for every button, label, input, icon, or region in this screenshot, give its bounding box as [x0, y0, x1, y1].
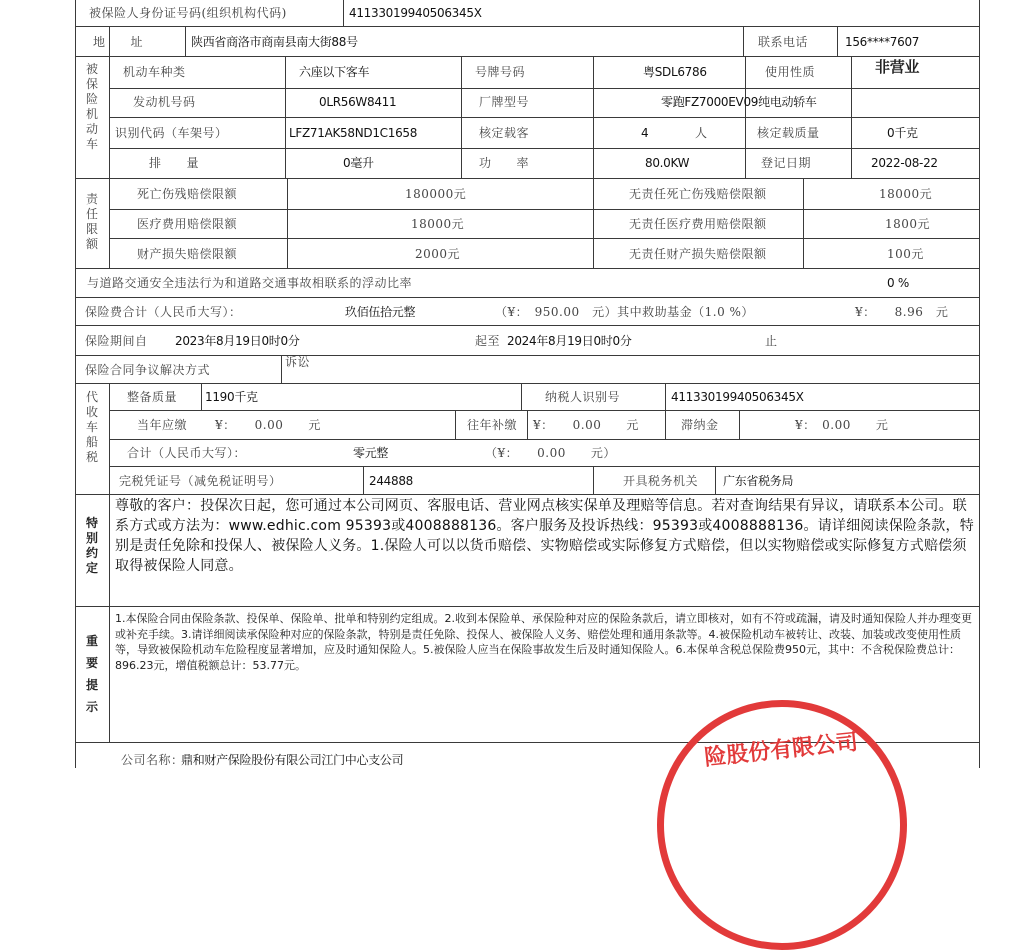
passengers-unit: 人 [695, 126, 708, 140]
col-divider [593, 466, 594, 494]
col-divider [363, 466, 364, 494]
row-divider [109, 439, 980, 440]
col-divider [201, 383, 202, 410]
col-divider [739, 410, 740, 439]
dispute-label: 保险合同争议解决方式 [85, 363, 211, 377]
death-limit-value: 180000元 [405, 187, 467, 201]
vehicle-side-label: 被保险机动车 [85, 62, 98, 151]
curb-weight-label: 整备质量 [127, 390, 178, 404]
reg-date-label: 登记日期 [761, 156, 812, 170]
tax-office-value: 广东省税务局 [723, 474, 794, 488]
col-divider [109, 494, 110, 742]
tax-total-upper: 零元整 [353, 446, 389, 460]
col-divider [665, 410, 666, 439]
premium-amount: （¥： 950.00 元）其中救助基金（1.0 %） [495, 305, 754, 319]
nf-death-limit-value: 18000元 [879, 187, 933, 201]
special-agreement-text: 尊敬的客户：投保次日起，您可通过本公司网页、客服电话、营业网点核实保单及理赔等信息。若对查询结果有异议，请联系本公司。联系方式或方法为：www.edhic.com 95393或4008888136。客户服务及投诉热线：95393或4008888136。请详细阅读保险条款，特别是责任免除和投保人、被保险人义务。1.保险人可以以货币赔偿、实物赔偿或实际修复方式赔偿，但以实物赔偿或实际修复方式赔偿须取得被保险人同意。 [115, 498, 974, 574]
col-divider [521, 383, 522, 410]
row-divider [75, 494, 980, 495]
dispute-value: 诉讼 [285, 355, 311, 369]
period-label: 保险期间自 [85, 334, 148, 348]
row-divider [75, 297, 980, 298]
col-divider [455, 410, 456, 439]
power-value: 80.0KW [645, 156, 690, 170]
col-divider [343, 0, 344, 26]
rescue-fund-value: ¥： 8.96 元 [855, 305, 949, 319]
vehicle-type-value: 六座以下客车 [299, 65, 370, 79]
plate-value: 粤SDL6786 [643, 65, 707, 79]
load-value: 0千克 [887, 126, 918, 140]
col-divider [527, 410, 528, 439]
row-divider [75, 606, 980, 607]
col-divider [185, 26, 186, 56]
tax-office-label: 开具税务机关 [623, 474, 699, 488]
load-label: 核定载质量 [757, 126, 820, 140]
company-label: 公司名称： [121, 753, 184, 767]
period-stop: 止 [765, 334, 778, 348]
back-tax-value: ¥： 0.00 元 [533, 418, 639, 432]
row-divider [75, 56, 980, 57]
property-limit-value: 2000元 [415, 247, 461, 261]
col-divider [281, 355, 282, 383]
col-divider [593, 56, 594, 178]
power-label: 功 率 [479, 156, 530, 170]
row-divider [109, 410, 980, 411]
passengers-value: 4 [641, 126, 649, 140]
row-divider [109, 209, 980, 210]
vin-label: 识别代码（车架号） [115, 126, 228, 140]
company-value: 鼎和财产保险股份有限公司江门中心支公司 [181, 753, 404, 767]
late-fee-value: ¥： 0.00 元 [795, 418, 889, 432]
phone-label: 联系电话 [758, 35, 809, 49]
row-divider [75, 325, 980, 326]
col-divider [803, 178, 804, 268]
nf-property-limit-label: 无责任财产损失赔偿限额 [629, 247, 767, 261]
taxpayer-id-value: 41133019940506345X [671, 390, 804, 404]
company-seal-stamp [657, 700, 907, 950]
tax-cert-label: 完税凭证号（减免税证明号） [119, 474, 282, 488]
displacement-label: 排 量 [149, 156, 200, 170]
model-value: 零跑FZ7000EV09纯电动轿车 [661, 95, 817, 109]
insured-id-value: 41133019940506345X [349, 6, 482, 20]
curb-weight-value: 1190千克 [205, 390, 258, 404]
col-divider [109, 383, 110, 494]
nf-death-limit-label: 无责任死亡伤残赔偿限额 [629, 187, 767, 201]
current-year-tax-label: 当年应缴 [137, 418, 188, 432]
col-divider [851, 56, 852, 178]
seal-text: 险股份有限公司 [703, 730, 860, 771]
col-divider [461, 56, 462, 178]
model-label: 厂牌型号 [479, 95, 530, 109]
important-notice-text: 1.本保险合同由保险条款、投保单、保险单、批单和特别约定组成。2.收到本保险单、承保险种对应的保险条款后，请立即核对，如有不符或疏漏，请及时通知保险人并办理变更或补充手续。3.请详细阅读承保险种对应的保险条款，特别是责任免除、投保人、被保险人义务、赔偿处理和通用条款等。4.被保险机动车被转让、改装、加装或改变使用性质等，导致被保险机动车危险程度显著增加，应及时通知保险人。5.被保险人应当在保险事故发生后及时通知保险人。6.本保单含税总保险费950元，其中：不含税保险费总计：896.23元，增值税额总计：53.77元。 [115, 612, 972, 672]
medical-limit-value: 18000元 [411, 217, 465, 231]
row-divider [75, 383, 980, 384]
row-divider [75, 178, 980, 179]
notice-side-label: 重要提示 [85, 634, 98, 714]
usage-value: 非营业 [875, 58, 920, 76]
row-divider [109, 466, 980, 467]
col-divider [715, 466, 716, 494]
col-divider [665, 383, 666, 410]
frame-left [75, 0, 76, 768]
liability-side-label: 责任限额 [85, 192, 98, 251]
usage-label: 使用性质 [765, 65, 816, 79]
col-divider [285, 56, 286, 178]
phone-value: 156****7607 [845, 35, 920, 49]
reg-date-value: 2022-08-22 [871, 156, 938, 170]
taxpayer-id-label: 纳税人识别号 [545, 390, 621, 404]
period-end: 2024年8月19日0时0分 [507, 334, 632, 348]
vehicle-type-label: 机动车种类 [123, 65, 186, 79]
tax-cert-value: 244888 [369, 474, 414, 488]
property-limit-label: 财产损失赔偿限额 [137, 247, 238, 261]
engine-label: 发动机号码 [133, 95, 196, 109]
row-divider [75, 26, 980, 27]
tax-total-value: （¥： 0.00 元） [485, 446, 616, 460]
col-divider [745, 56, 746, 178]
row-divider [109, 88, 980, 89]
premium-upper-value: 玖佰伍拾元整 [345, 305, 416, 319]
row-divider [109, 117, 980, 118]
col-divider [287, 178, 288, 268]
medical-limit-label: 医疗费用赔偿限额 [137, 217, 238, 231]
nf-medical-limit-value: 1800元 [885, 217, 931, 231]
row-divider [109, 238, 980, 239]
premium-label: 保险费合计（人民币大写）： [85, 305, 242, 319]
floating-ratio-value: 0 % [887, 276, 909, 290]
nf-property-limit-value: 100元 [887, 247, 924, 261]
floating-ratio-label: 与道路交通安全违法行为和道路交通事故相联系的浮动比率 [87, 276, 413, 290]
current-year-tax-value: ¥： 0.00 元 [215, 418, 321, 432]
row-divider [75, 268, 980, 269]
death-limit-label: 死亡伤残赔偿限额 [137, 187, 238, 201]
col-divider [837, 26, 838, 56]
engine-value: 0LR56W8411 [319, 95, 397, 109]
row-divider [109, 148, 980, 149]
address-label: 地 址 [93, 35, 144, 49]
tax-side-label: 代收车船税 [85, 390, 98, 464]
period-middle: 起至 [475, 334, 501, 348]
displacement-value: 0毫升 [343, 156, 374, 170]
special-side-label: 特别约定 [85, 516, 98, 575]
insured-id-label: 被保险人身份证号码(组织机构代码) [89, 6, 287, 20]
vin-value: LFZ71AK58ND1C1658 [289, 126, 418, 140]
col-divider [109, 26, 110, 268]
nf-medical-limit-label: 无责任医疗费用赔偿限额 [629, 217, 767, 231]
late-fee-label: 滞纳金 [681, 418, 719, 432]
frame-right [979, 0, 980, 768]
col-divider [593, 178, 594, 268]
row-divider [75, 355, 980, 356]
back-tax-label: 往年补缴 [467, 418, 518, 432]
col-divider [743, 26, 744, 56]
plate-label: 号牌号码 [475, 65, 526, 79]
address-value: 陕西省商洛市商南县南大街88号 [191, 35, 358, 49]
period-start: 2023年8月19日0时0分 [175, 334, 300, 348]
insurance-policy-form [75, 0, 980, 768]
tax-total-label: 合计（人民币大写）： [127, 446, 247, 460]
passengers-label: 核定载客 [479, 126, 530, 140]
